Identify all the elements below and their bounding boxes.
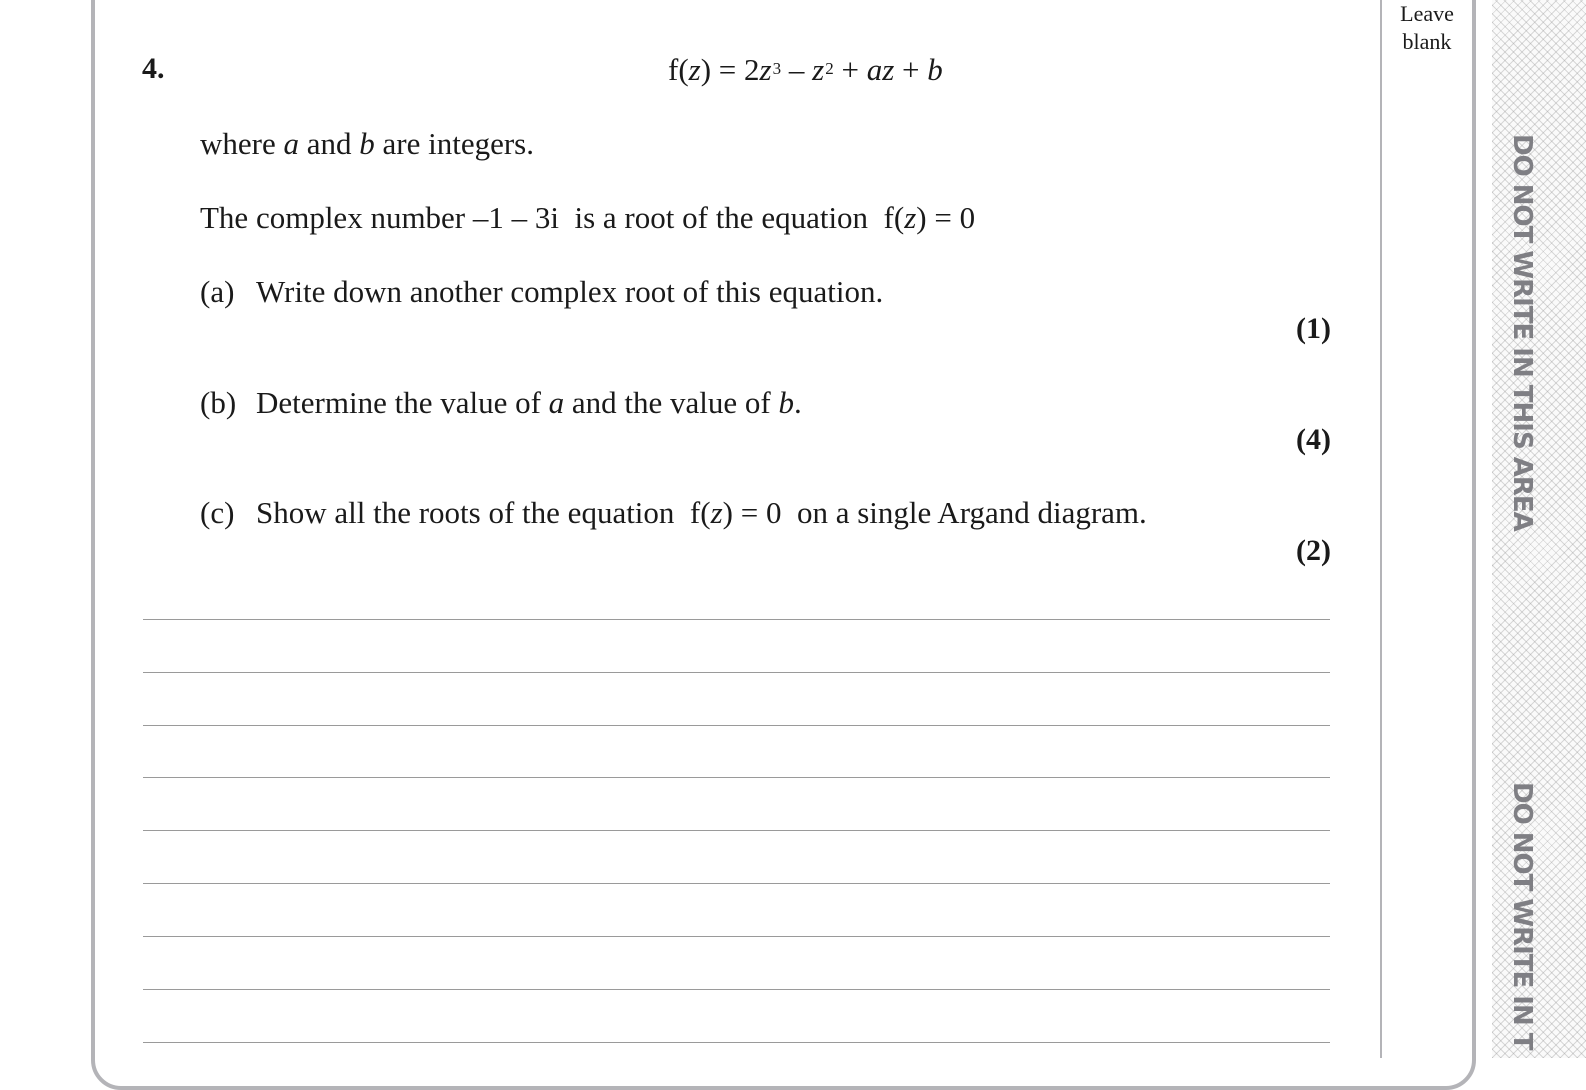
part-b-t2: and the value of bbox=[564, 385, 779, 420]
part-a bbox=[200, 274, 883, 310]
page-border bbox=[91, 0, 1476, 1090]
condition-p1: where bbox=[200, 126, 284, 161]
part-c-t2: ) = 0 on a single Argand diagram. bbox=[722, 495, 1147, 530]
eq-term1-exp: 3 bbox=[772, 59, 782, 78]
equation bbox=[668, 52, 943, 88]
part-a-label: (a) bbox=[200, 274, 235, 309]
leave-blank-line1: Leave bbox=[1400, 1, 1454, 26]
eq-term4: b bbox=[927, 52, 943, 87]
eq-term2-var: z bbox=[812, 52, 825, 87]
part-b-a: a bbox=[548, 385, 565, 420]
answer-line[interactable] bbox=[143, 725, 1330, 726]
eq-term3: az bbox=[866, 52, 895, 87]
part-c bbox=[200, 495, 1147, 531]
answer-line[interactable] bbox=[143, 989, 1330, 990]
part-b-t3: . bbox=[794, 385, 802, 420]
eq-term2-exp: 2 bbox=[825, 59, 834, 78]
answer-line[interactable] bbox=[143, 619, 1330, 620]
answer-line[interactable] bbox=[143, 672, 1330, 673]
condition-text bbox=[200, 126, 534, 162]
part-b-marks: (4) bbox=[1296, 423, 1331, 456]
root-statement-var: z bbox=[904, 200, 917, 235]
part-b bbox=[200, 385, 802, 421]
root-statement-text: The complex number –1 – 3i is a root of the equation f( bbox=[200, 200, 905, 235]
eq-lhs: f( bbox=[668, 52, 689, 87]
part-b-b: b bbox=[778, 385, 794, 420]
leave-blank-label bbox=[1384, 0, 1470, 56]
condition-p2: and bbox=[298, 126, 360, 161]
answer-line[interactable] bbox=[143, 936, 1330, 937]
answer-line[interactable] bbox=[143, 777, 1330, 778]
answer-line[interactable] bbox=[143, 1042, 1330, 1043]
answer-line[interactable] bbox=[143, 830, 1330, 831]
answer-line[interactable] bbox=[143, 883, 1330, 884]
part-c-marks: (2) bbox=[1296, 534, 1331, 567]
part-a-text: Write down another complex root of this equation. bbox=[256, 274, 884, 309]
eq-plus2: + bbox=[894, 52, 928, 87]
part-c-t1: Show all the roots of the equation f( bbox=[256, 495, 711, 530]
part-c-var: z bbox=[710, 495, 723, 530]
eq-var: z bbox=[688, 52, 701, 87]
leave-blank-line2: blank bbox=[1402, 29, 1452, 54]
part-c-label: (c) bbox=[200, 495, 235, 530]
condition-a: a bbox=[283, 126, 299, 161]
root-statement-end: ) = 0 bbox=[916, 200, 976, 235]
margin-rule bbox=[1380, 0, 1382, 1058]
part-b-label: (b) bbox=[200, 385, 237, 420]
condition-b: b bbox=[359, 126, 375, 161]
do-not-write-text-2: DO NOT WRITE IN T bbox=[1507, 782, 1537, 1050]
eq-rhs-start: ) = 2 bbox=[700, 52, 760, 87]
do-not-write-text-1: DO NOT WRITE IN THIS AREA bbox=[1507, 134, 1537, 531]
eq-plus1: + bbox=[833, 52, 867, 87]
condition-p3: are integers. bbox=[374, 126, 534, 161]
eq-minus: – bbox=[781, 52, 813, 87]
question-number: 4. bbox=[142, 52, 165, 85]
part-a-marks: (1) bbox=[1296, 312, 1331, 345]
root-statement bbox=[200, 200, 975, 236]
part-b-t1: Determine the value of bbox=[256, 385, 549, 420]
eq-term1-var: z bbox=[759, 52, 772, 87]
